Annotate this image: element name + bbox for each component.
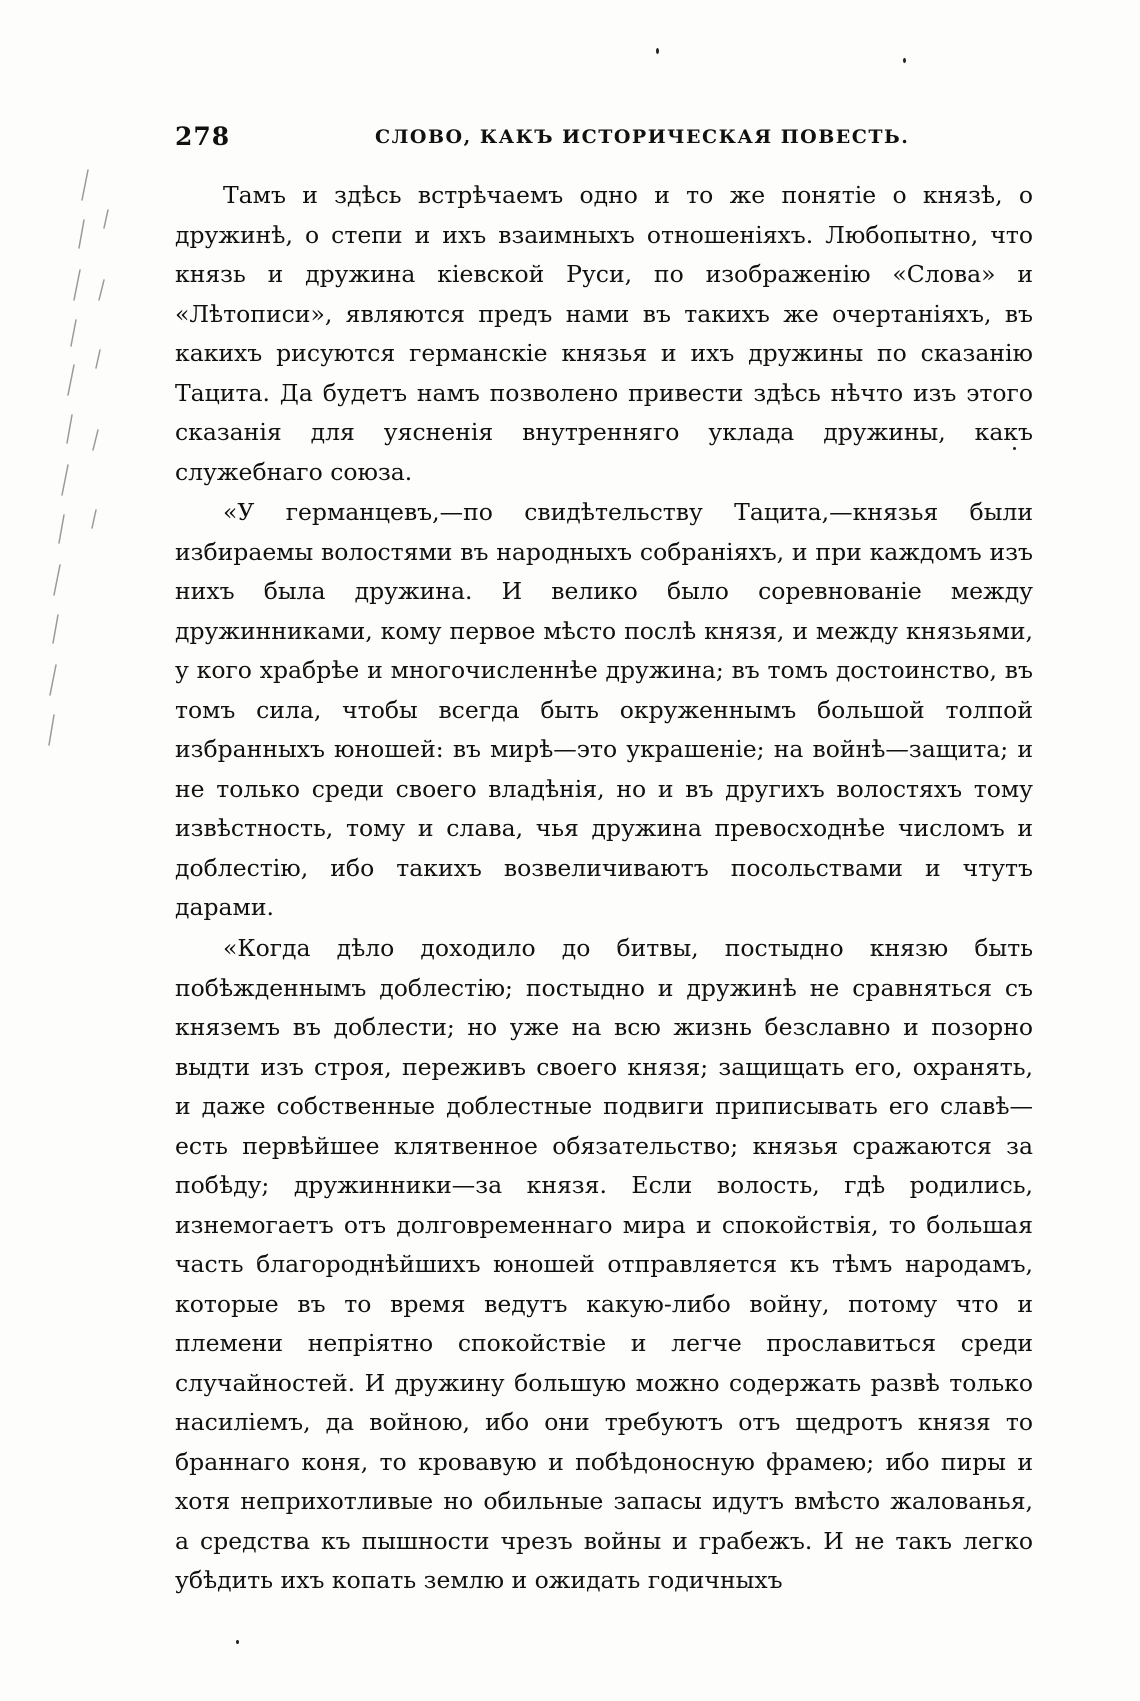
paragraph-3: «Когда дѣло доходило до битвы, постыдно князю быть побѣжденнымъ доблестію; постыдно и дружинѣ не сравняться съ княземъ въ доблести; но уже на всю жизнь безславно и позорно выдти изъ строя, переживъ своего князя; защищать его, охранять, и даже собственные доблестные подвиги приписывать его славѣ—есть первѣйшее клятвенное обязательство; князья сражаются за побѣду; дружинники—за князя. Если волость, гдѣ родились, изнемогаетъ отъ долговременнаго мира и спокойствія, то большая часть благороднѣйшихъ юношей отправляется къ тѣмъ народамъ, которые въ то время ведутъ какую-либо войну, потому что и племени непріятно спокойствіе и легче прославиться среди случайностей. И дружину большую можно содержать развѣ только насиліемъ, да войною, ибо они требуютъ отъ щедротъ князя то браннаго коня, то кровавую и побѣдоносную фрамею; ибо пиры и хотя неприхотливые но обильные запасы идутъ вмѣсто жалованья, а средства къ пышности чрезъ войны и грабежъ. И не такъ легко убѣдить ихъ копать землю и ожидать годичныхъ	[175, 934, 1033, 1594]
print-speck	[1013, 447, 1016, 450]
print-speck	[236, 1640, 239, 1644]
page-number: 278	[175, 122, 231, 151]
running-title: СЛОВО, КАКЪ ИСТОРИЧЕСКАЯ ПОВЕСТЬ.	[375, 126, 910, 148]
margin-pencil-marks	[28, 150, 118, 850]
paragraph-2: «У германцевъ,—по свидѣтельству Тацита,—князья были избираемы волостями въ народныхъ собраніяхъ, и при каждомъ изъ нихъ была дружина. И велико было соревнованіе между дружинниками, кому первое мѣсто послѣ князя, и между князьями, у кого храбрѣе и многочисленнѣе дружина; въ томъ достоинство, въ томъ сила, чтобы всегда быть окруженнымъ большой толпой избранныхъ юношей: въ мирѣ—это украшеніе; на войнѣ—защита; и не только среди своего владѣнія, но и въ другихъ волостяхъ тому извѣстность, тому и слава, чья дружина превосходнѣе числомъ и доблестію, ибо такихъ возвеличиваютъ посольствами и чтутъ дарами.	[175, 498, 1033, 921]
print-speck	[903, 58, 906, 63]
paragraph-1: Тамъ и здѣсь встрѣчаемъ одно и то же понятіе о князѣ, о дружинѣ, о степи и ихъ взаимныхъ отношеніяхъ. Любопытно, что князь и дружина кіевской Руси, по изображенію «Слова» и «Лѣтописи», являются предъ нами въ такихъ же очертаніяхъ, въ какихъ рисуются германскіе князья и ихъ дружины по сказанію Тацита. Да будетъ намъ позволено привести здѣсь нѣчто изъ этого сказанія для уясненія внутренняго уклада дружины, какъ служебнаго союза.	[175, 181, 1033, 486]
print-speck	[656, 48, 659, 54]
running-head	[175, 122, 1035, 162]
